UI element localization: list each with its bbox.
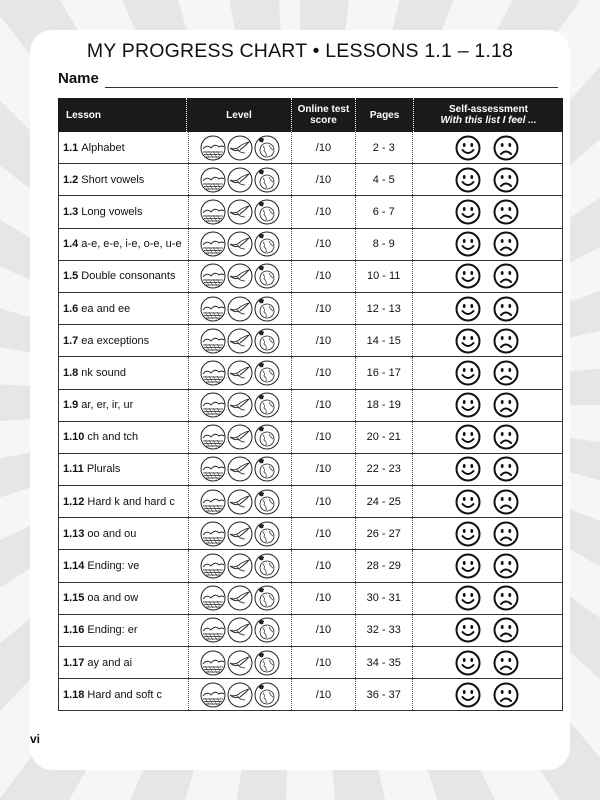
self-assessment-cell	[413, 486, 562, 517]
page-range: 12 - 13	[366, 302, 401, 315]
score-cell[interactable]	[292, 293, 356, 324]
header-score	[292, 98, 357, 132]
lesson-number: 1.6	[63, 302, 79, 315]
globe-icon[interactable]	[254, 167, 280, 193]
lesson-topic: Double consonants	[81, 270, 176, 283]
pages-cell	[356, 679, 413, 710]
test-score: /10	[315, 656, 332, 669]
self-assessment-cell	[413, 390, 562, 421]
wave-icon[interactable]	[200, 424, 226, 450]
header-lesson: Lesson	[58, 98, 187, 132]
name-row	[58, 70, 558, 92]
pages-cell	[356, 229, 413, 260]
globe-icon[interactable]	[254, 521, 280, 547]
lesson-cell	[59, 615, 189, 646]
lesson-cell	[59, 486, 189, 517]
score-cell[interactable]	[292, 390, 356, 421]
page-range: 16 - 17	[366, 366, 401, 379]
wave-icon[interactable]	[200, 199, 226, 225]
pages-cell	[356, 196, 413, 227]
globe-icon[interactable]	[254, 199, 280, 225]
lesson-cell	[59, 390, 189, 421]
bird-icon[interactable]	[227, 328, 253, 354]
globe-icon[interactable]	[254, 135, 280, 161]
bird-icon[interactable]	[227, 489, 253, 515]
score-cell[interactable]	[292, 486, 356, 517]
pages-cell	[356, 357, 413, 388]
smiley-face-icon[interactable]	[455, 263, 481, 289]
globe-icon[interactable]	[254, 617, 280, 643]
self-assessment-cell	[413, 325, 562, 356]
pages-cell	[356, 261, 413, 292]
lesson-cell	[59, 583, 189, 614]
lesson-number: 1.8	[63, 366, 79, 379]
wave-icon[interactable]	[200, 328, 226, 354]
table-body	[58, 132, 563, 711]
self-assessment-cell	[413, 293, 562, 324]
lesson-topic: Plurals	[86, 463, 121, 476]
page-title: MY PROGRESS CHART • LESSONS 1.1 – 1.18	[86, 40, 514, 62]
smiley-face-icon[interactable]	[455, 167, 481, 193]
page-range: 14 - 15	[366, 334, 401, 347]
test-score: /10	[315, 399, 332, 412]
sad-face-icon[interactable]	[493, 231, 519, 257]
smiley-face-icon[interactable]	[455, 424, 481, 450]
lesson-topic: ay and ai	[87, 656, 133, 669]
table-row	[58, 422, 563, 454]
pages-cell	[356, 486, 413, 517]
globe-icon[interactable]	[254, 231, 280, 257]
worksheet	[30, 30, 570, 770]
lesson-topic: nk sound	[81, 366, 126, 379]
table-row	[58, 679, 563, 711]
table-row	[58, 550, 563, 582]
lesson-topic: ch and tch	[87, 431, 139, 444]
score-cell[interactable]	[292, 196, 356, 227]
header-self-assessment	[414, 98, 563, 132]
sad-face-icon[interactable]	[493, 521, 519, 547]
lesson-number: 1.7	[63, 334, 79, 347]
level-cell	[189, 486, 293, 517]
smiley-face-icon[interactable]	[455, 489, 481, 515]
bird-icon[interactable]	[227, 392, 253, 418]
page-range: 30 - 31	[366, 592, 401, 605]
sad-face-icon[interactable]	[493, 328, 519, 354]
sad-face-icon[interactable]	[493, 296, 519, 322]
wave-icon[interactable]	[200, 392, 226, 418]
test-score: /10	[315, 688, 332, 701]
level-cell	[189, 196, 293, 227]
level-cell	[189, 164, 293, 195]
wave-icon[interactable]	[200, 521, 226, 547]
header-score-line1: Online test	[297, 104, 350, 115]
self-assessment-cell	[413, 422, 562, 453]
level-cell	[189, 229, 293, 260]
score-cell[interactable]	[292, 132, 356, 163]
test-score: /10	[315, 141, 332, 154]
self-assessment-cell	[413, 357, 562, 388]
table-row	[58, 486, 563, 518]
lesson-topic: ar, er, ir, ur	[81, 399, 134, 412]
globe-icon[interactable]	[254, 489, 280, 515]
test-score: /10	[315, 495, 332, 508]
lesson-number: 1.2	[63, 173, 79, 186]
lesson-number: 1.14	[63, 560, 85, 573]
table-row	[58, 615, 563, 647]
lesson-cell	[59, 422, 189, 453]
lesson-number: 1.9	[63, 399, 79, 412]
pages-cell	[356, 164, 413, 195]
smiley-face-icon[interactable]	[455, 231, 481, 257]
score-cell[interactable]	[292, 615, 356, 646]
bird-icon[interactable]	[227, 263, 253, 289]
score-cell[interactable]	[292, 357, 356, 388]
sad-face-icon[interactable]	[493, 650, 519, 676]
table-row	[58, 229, 563, 261]
level-cell	[189, 325, 293, 356]
sad-face-icon[interactable]	[493, 424, 519, 450]
self-assessment-cell	[413, 261, 562, 292]
level-cell	[189, 390, 293, 421]
pages-cell	[356, 583, 413, 614]
sad-face-icon[interactable]	[493, 167, 519, 193]
table-row	[58, 583, 563, 615]
globe-icon[interactable]	[254, 553, 280, 579]
lesson-number: 1.11	[63, 463, 84, 476]
smiley-face-icon[interactable]	[455, 456, 481, 482]
table-row	[58, 293, 563, 325]
wave-icon[interactable]	[200, 456, 226, 482]
test-score: /10	[315, 527, 332, 540]
wave-icon[interactable]	[200, 617, 226, 643]
wave-icon[interactable]	[200, 296, 226, 322]
score-cell[interactable]	[292, 583, 356, 614]
wave-icon[interactable]	[200, 135, 226, 161]
lesson-cell	[59, 196, 189, 227]
self-assessment-cell	[413, 647, 562, 678]
test-score: /10	[315, 431, 332, 444]
progress-chart-table	[58, 98, 563, 711]
globe-icon[interactable]	[254, 263, 280, 289]
test-score: /10	[315, 302, 332, 315]
score-cell[interactable]	[292, 454, 356, 485]
bird-icon[interactable]	[227, 231, 253, 257]
lesson-cell	[59, 164, 189, 195]
sad-face-icon[interactable]	[493, 456, 519, 482]
self-assessment-cell	[413, 679, 562, 710]
lesson-number: 1.5	[63, 270, 79, 283]
self-assessment-cell	[413, 550, 562, 581]
table-row	[58, 261, 563, 293]
table-row	[58, 518, 563, 550]
test-score: /10	[315, 366, 332, 379]
wave-icon[interactable]	[200, 650, 226, 676]
score-cell[interactable]	[292, 261, 356, 292]
name-label: Name	[58, 70, 99, 87]
pages-cell	[356, 293, 413, 324]
lesson-number: 1.18	[63, 688, 85, 701]
test-score: /10	[315, 173, 332, 186]
level-cell	[189, 679, 293, 710]
bird-icon[interactable]	[227, 617, 253, 643]
page-range: 22 - 23	[366, 463, 401, 476]
globe-icon[interactable]	[254, 585, 280, 611]
table-row	[58, 454, 563, 486]
test-score: /10	[315, 334, 332, 347]
lesson-topic: Hard k and hard c	[87, 495, 175, 508]
page-range: 36 - 37	[366, 688, 401, 701]
bird-icon[interactable]	[227, 521, 253, 547]
lesson-cell	[59, 325, 189, 356]
lesson-topic: Hard and soft c	[87, 688, 163, 701]
lesson-number: 1.12	[63, 495, 85, 508]
lesson-number: 1.13	[63, 527, 85, 540]
pages-cell	[356, 518, 413, 549]
bird-icon[interactable]	[227, 456, 253, 482]
page-range: 34 - 35	[366, 656, 401, 669]
name-field[interactable]	[105, 87, 558, 88]
page-range: 20 - 21	[366, 431, 401, 444]
globe-icon[interactable]	[254, 392, 280, 418]
page-number: vi	[30, 732, 41, 746]
smiley-face-icon[interactable]	[455, 199, 481, 225]
smiley-face-icon[interactable]	[455, 553, 481, 579]
header-self-line2: With this list I feel ...	[440, 115, 537, 126]
lesson-cell	[59, 454, 189, 485]
bird-icon[interactable]	[227, 360, 253, 386]
sad-face-icon[interactable]	[493, 199, 519, 225]
lesson-number: 1.3	[63, 205, 79, 218]
lesson-number: 1.15	[63, 592, 85, 605]
sad-face-icon[interactable]	[493, 617, 519, 643]
lesson-topic: a-e, e-e, i-e, o-e, u-e	[81, 238, 182, 251]
pages-cell	[356, 615, 413, 646]
lesson-number: 1.4	[63, 238, 79, 251]
globe-icon[interactable]	[254, 296, 280, 322]
header-level: Level	[187, 98, 291, 132]
level-cell	[189, 422, 293, 453]
level-cell	[189, 647, 293, 678]
level-cell	[189, 550, 293, 581]
lesson-cell	[59, 550, 189, 581]
score-cell[interactable]	[292, 518, 356, 549]
header-score-line2: score	[310, 115, 337, 126]
sad-face-icon[interactable]	[493, 585, 519, 611]
bird-icon[interactable]	[227, 296, 253, 322]
test-score: /10	[315, 592, 332, 605]
bird-icon[interactable]	[227, 199, 253, 225]
lesson-cell	[59, 132, 189, 163]
lesson-cell	[59, 357, 189, 388]
pages-cell	[356, 647, 413, 678]
wave-icon[interactable]	[200, 553, 226, 579]
lesson-topic: ea exceptions	[81, 334, 150, 347]
score-cell[interactable]	[292, 679, 356, 710]
bird-icon[interactable]	[227, 553, 253, 579]
score-cell[interactable]	[292, 647, 356, 678]
smiley-face-icon[interactable]	[455, 328, 481, 354]
self-assessment-cell	[413, 164, 562, 195]
level-cell	[189, 261, 293, 292]
table-row	[58, 357, 563, 389]
lesson-cell	[59, 518, 189, 549]
table-row	[58, 390, 563, 422]
lesson-cell	[59, 261, 189, 292]
lesson-number: 1.17	[63, 656, 85, 669]
smiley-face-icon[interactable]	[455, 585, 481, 611]
self-assessment-cell	[413, 229, 562, 260]
table-row	[58, 325, 563, 357]
lesson-topic: oo and ou	[87, 527, 137, 540]
wave-icon[interactable]	[200, 360, 226, 386]
test-score: /10	[315, 560, 332, 573]
sad-face-icon[interactable]	[493, 360, 519, 386]
lesson-topic: Long vowels	[81, 205, 143, 218]
wave-icon[interactable]	[200, 489, 226, 515]
smiley-face-icon[interactable]	[455, 135, 481, 161]
table-row	[58, 132, 563, 164]
globe-icon[interactable]	[254, 650, 280, 676]
lesson-cell	[59, 229, 189, 260]
bird-icon[interactable]	[227, 650, 253, 676]
pages-cell	[356, 390, 413, 421]
level-cell	[189, 615, 293, 646]
page-range: 18 - 19	[366, 399, 401, 412]
level-cell	[189, 454, 293, 485]
test-score: /10	[315, 205, 332, 218]
test-score: /10	[315, 463, 332, 476]
lesson-topic: oa and ow	[87, 592, 139, 605]
level-cell	[189, 357, 293, 388]
header-self-line1: Self-assessment	[448, 104, 528, 115]
wave-icon[interactable]	[200, 167, 226, 193]
globe-icon[interactable]	[254, 456, 280, 482]
table-row	[58, 647, 563, 679]
page-range: 10 - 11	[367, 270, 401, 283]
lesson-cell	[59, 679, 189, 710]
page-range: 2 - 3	[372, 141, 395, 154]
test-score: /10	[315, 270, 332, 283]
level-cell	[189, 583, 293, 614]
level-cell	[189, 132, 293, 163]
score-cell[interactable]	[292, 164, 356, 195]
lesson-topic: Ending: ve	[87, 560, 140, 573]
wave-icon[interactable]	[200, 231, 226, 257]
level-cell	[189, 518, 293, 549]
score-cell[interactable]	[292, 422, 356, 453]
pages-cell	[356, 325, 413, 356]
globe-icon[interactable]	[254, 424, 280, 450]
bird-icon[interactable]	[227, 682, 253, 708]
page-range: 6 - 7	[372, 205, 395, 218]
globe-icon[interactable]	[254, 360, 280, 386]
test-score: /10	[315, 624, 332, 637]
wave-icon[interactable]	[200, 263, 226, 289]
page-range: 32 - 33	[366, 624, 401, 637]
table-header	[58, 98, 563, 132]
globe-icon[interactable]	[254, 682, 280, 708]
smiley-face-icon[interactable]	[455, 617, 481, 643]
pages-cell	[356, 454, 413, 485]
smiley-face-icon[interactable]	[455, 360, 481, 386]
smiley-face-icon[interactable]	[455, 392, 481, 418]
sad-face-icon[interactable]	[493, 553, 519, 579]
bird-icon[interactable]	[227, 135, 253, 161]
table-row	[58, 164, 563, 196]
pages-cell	[356, 550, 413, 581]
page-range: 26 - 27	[366, 527, 401, 540]
page-range: 28 - 29	[366, 560, 401, 573]
page-range: 4 - 5	[372, 173, 395, 186]
lesson-number: 1.10	[63, 431, 85, 444]
sad-face-icon[interactable]	[493, 263, 519, 289]
pages-cell	[356, 422, 413, 453]
smiley-face-icon[interactable]	[455, 521, 481, 547]
score-cell[interactable]	[292, 325, 356, 356]
self-assessment-cell	[413, 583, 562, 614]
test-score: /10	[315, 238, 332, 251]
smiley-face-icon[interactable]	[455, 682, 481, 708]
self-assessment-cell	[413, 518, 562, 549]
sad-face-icon[interactable]	[493, 489, 519, 515]
bird-icon[interactable]	[227, 167, 253, 193]
lesson-topic: Ending: er	[87, 624, 138, 637]
score-cell[interactable]	[292, 550, 356, 581]
lesson-topic: Alphabet	[81, 141, 125, 154]
page-range: 8 - 9	[372, 238, 395, 251]
self-assessment-cell	[413, 454, 562, 485]
sad-face-icon[interactable]	[493, 135, 519, 161]
pages-cell	[356, 132, 413, 163]
wave-icon[interactable]	[200, 585, 226, 611]
lesson-cell	[59, 647, 189, 678]
lesson-cell	[59, 293, 189, 324]
smiley-face-icon[interactable]	[455, 296, 481, 322]
lesson-number: 1.1	[63, 141, 79, 154]
page-range: 24 - 25	[366, 495, 401, 508]
self-assessment-cell	[413, 132, 562, 163]
self-assessment-cell	[413, 196, 562, 227]
level-cell	[189, 293, 293, 324]
score-cell[interactable]	[292, 229, 356, 260]
table-row	[58, 196, 563, 228]
sad-face-icon[interactable]	[493, 682, 519, 708]
wave-icon[interactable]	[200, 682, 226, 708]
globe-icon[interactable]	[254, 328, 280, 354]
smiley-face-icon[interactable]	[455, 650, 481, 676]
lesson-topic: ea and ee	[81, 302, 131, 315]
self-assessment-cell	[413, 615, 562, 646]
bird-icon[interactable]	[227, 585, 253, 611]
sad-face-icon[interactable]	[493, 392, 519, 418]
lesson-number: 1.16	[63, 624, 85, 637]
bird-icon[interactable]	[227, 424, 253, 450]
lesson-topic: Short vowels	[81, 173, 145, 186]
header-pages: Pages	[356, 98, 414, 132]
